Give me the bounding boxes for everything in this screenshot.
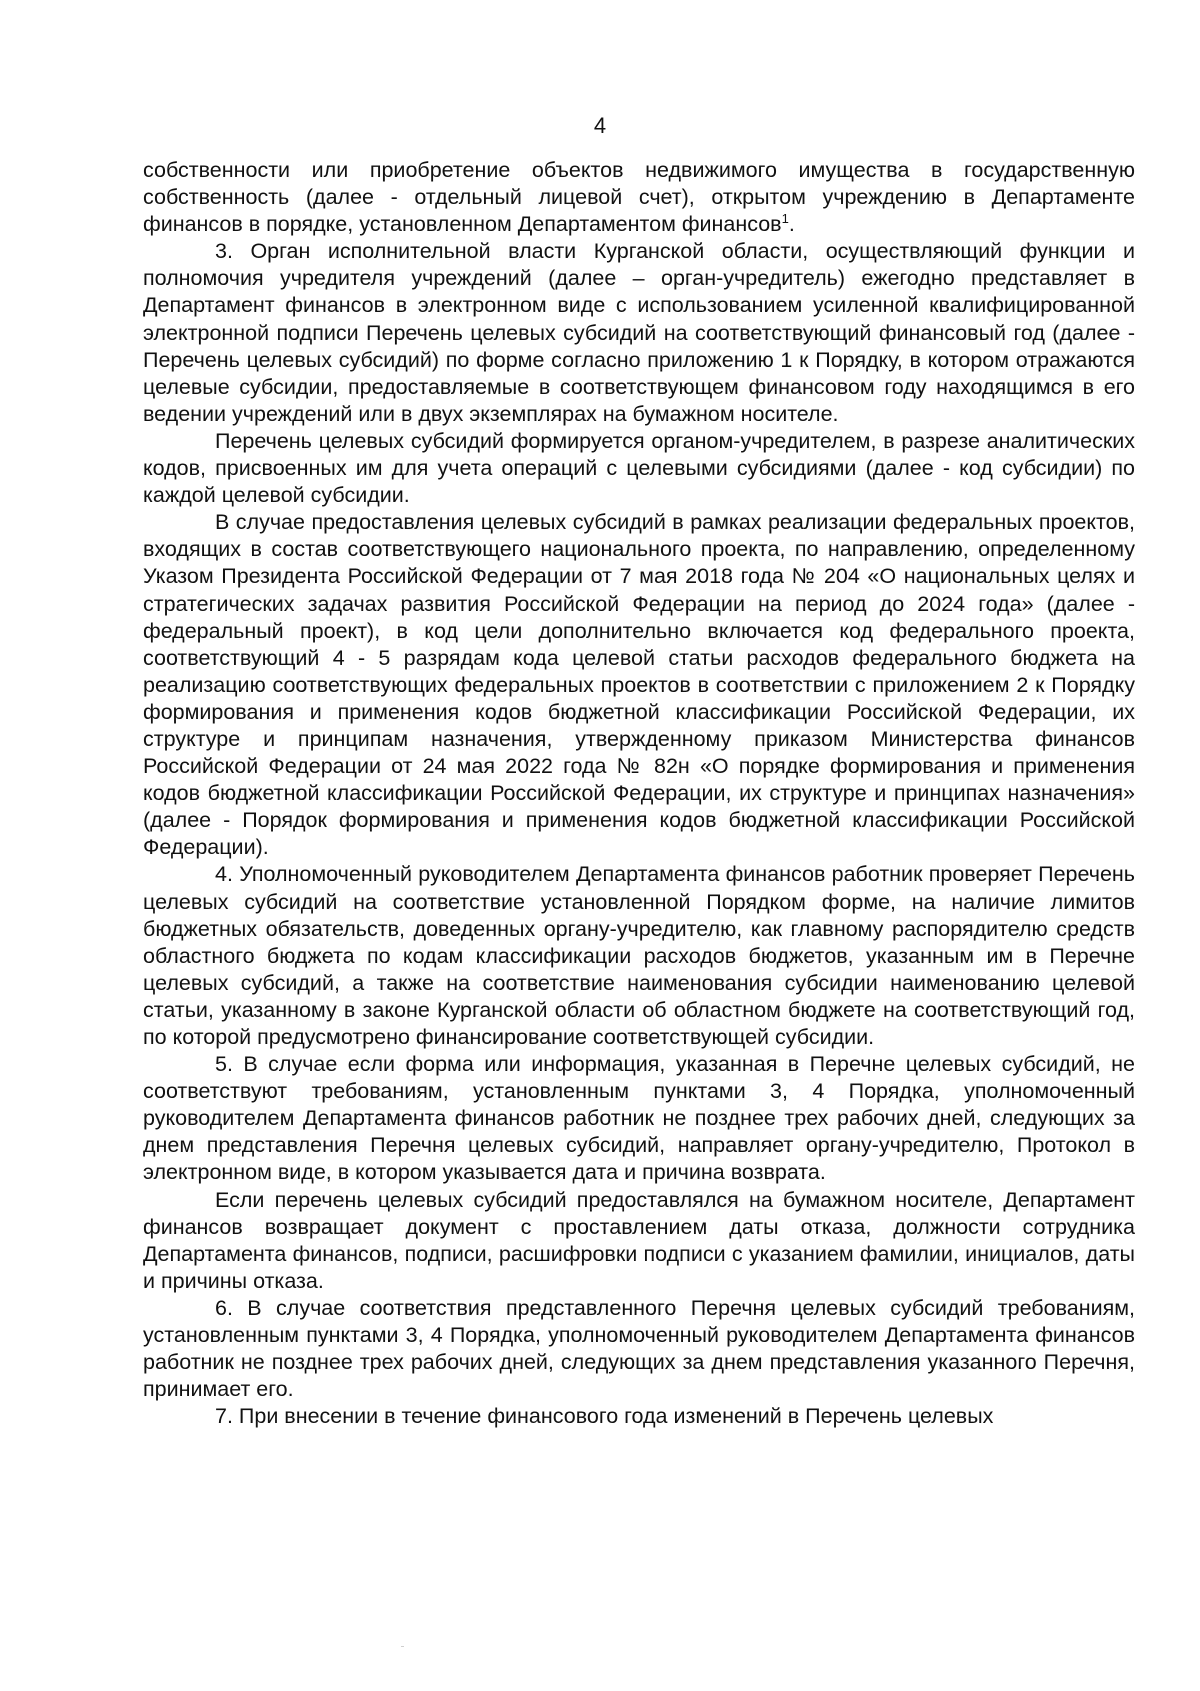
paragraph-item-4: 4. Уполномоченный руководителем Департамента финансов работник проверяет Перечень целевых субсидий на соответствие установленной Порядком форме, на наличие лимитов бюджетных обязательств, доведенных органу-учредителю, как главному распорядителю средств областного бюджета по кодам классификации расходов бюджетов, указанным им в Перечне целевых субсидий, а также на соответствие наименования субсидии наименованию целевой статьи, указанному в законе Курганской области об областном бюджете на соответствующий год, по которой предусмотрено финансирование соответствующей субсидии. (143, 862, 1135, 1049)
paragraph-federal-projects: В случае предоставления целевых субсидий в рамках реализации федеральных проектов, входящих в состав соответствующего национального проекта, по направлению, определенному Указом Президента Российской Федерации от 7 мая 2018 года № 204 «О национальных целях и стратегических задачах развития Российской Федерации на период до 2024 года» (далее - федеральный проект), в код цели дополнительно включается код федерального проекта, соответствующий 4 - 5 разрядам кода целевой статьи расходов федерального бюджета на реализацию соответствующих федеральных проектов в соответствии с приложением 2 к Порядку формирования и применения кодов бюджетной классификации Российской Федерации, их структуре и принципам назначения, утвержденному приказом Министерства финансов Российской Федерации от 24 мая 2022 года № 82н «О порядке формирования и применения кодов бюджетной классификации Российской Федерации, их структуре и принципах назначения» (далее - Порядок формирования и применения кодов бюджетной классификации Российской Федерации). (143, 510, 1135, 860)
paragraph-paper-return: Если перечень целевых субсидий предоставлялся на бумажном носителе, Департамент финансов возвращает документ с проставлением даты отказа, должности сотрудника Департамента финансов, подписи, расшифровки подписи с указанием фамилии, инициалов, даты и причины отказа. (143, 1187, 1135, 1293)
scan-speck (401, 1646, 404, 1647)
paragraph-continuation (143, 157, 1135, 238)
paragraph-item-5: 5. В случае если форма или информация, указанная в Перечне целевых субсидий, не соответствуют требованиям, установленным пунктами 3, 4 Порядка, уполномоченный руководителем Департамента финансов работник не позднее трех рабочих дней, следующих за днем представления Перечня целевых субсидий, направляет органу-учредителю, Протокол в электронном виде, в котором указывается дата и причина возврата. (143, 1052, 1135, 1185)
page-number: 4 (593, 113, 607, 138)
paragraph-text: собственности или приобретение объектов недвижимого имущества в государственную собственность (далее - отдельный лицевой счет), открытом учреждению в Департаменте финансов в порядке, установленном Департаментом финансов (143, 158, 1135, 237)
paragraph-item-3: 3. Орган исполнительной власти Курганской области, осуществляющий функции и полномочия учредителя учреждений (далее – орган-учредитель) ежегодно представляет в Департамент финансов в электронном виде с использованием усиленной квалифицированной электронной подписи Перечень целевых субсидий на соответствующий финансовый год (далее - Перечень целевых субсидий) по форме согласно приложению 1 к Порядку, в котором отражаются целевые субсидии, предоставляемые в соответствующем финансовом году находящимся в его ведении учреждений или в двух экземплярах на бумажном носителе. (143, 239, 1135, 426)
paragraph-item-7: 7. При внесении в течение финансового года изменений в Перечень целевых (215, 1404, 994, 1429)
footnote-reference: 1 (781, 211, 789, 227)
paragraph-end-punctuation: . (788, 212, 795, 237)
document-body (143, 157, 1135, 1430)
paragraph-item-6: 6. В случае соответствия представленного Перечня целевых субсидий требованиям, установленным пунктами 3, 4 Порядка, уполномоченный руководителем Департамента финансов работник не позднее трех рабочих дней, следующих за днем представления указанного Перечня, принимает его. (143, 1295, 1135, 1402)
paragraph-list-formation: Перечень целевых субсидий формируется органом-учредителем, в разрезе аналитических кодов, присвоенных им для учета операций с целевыми субсидиями (далее - код субсидии) по каждой целевой субсидии. (143, 428, 1135, 508)
